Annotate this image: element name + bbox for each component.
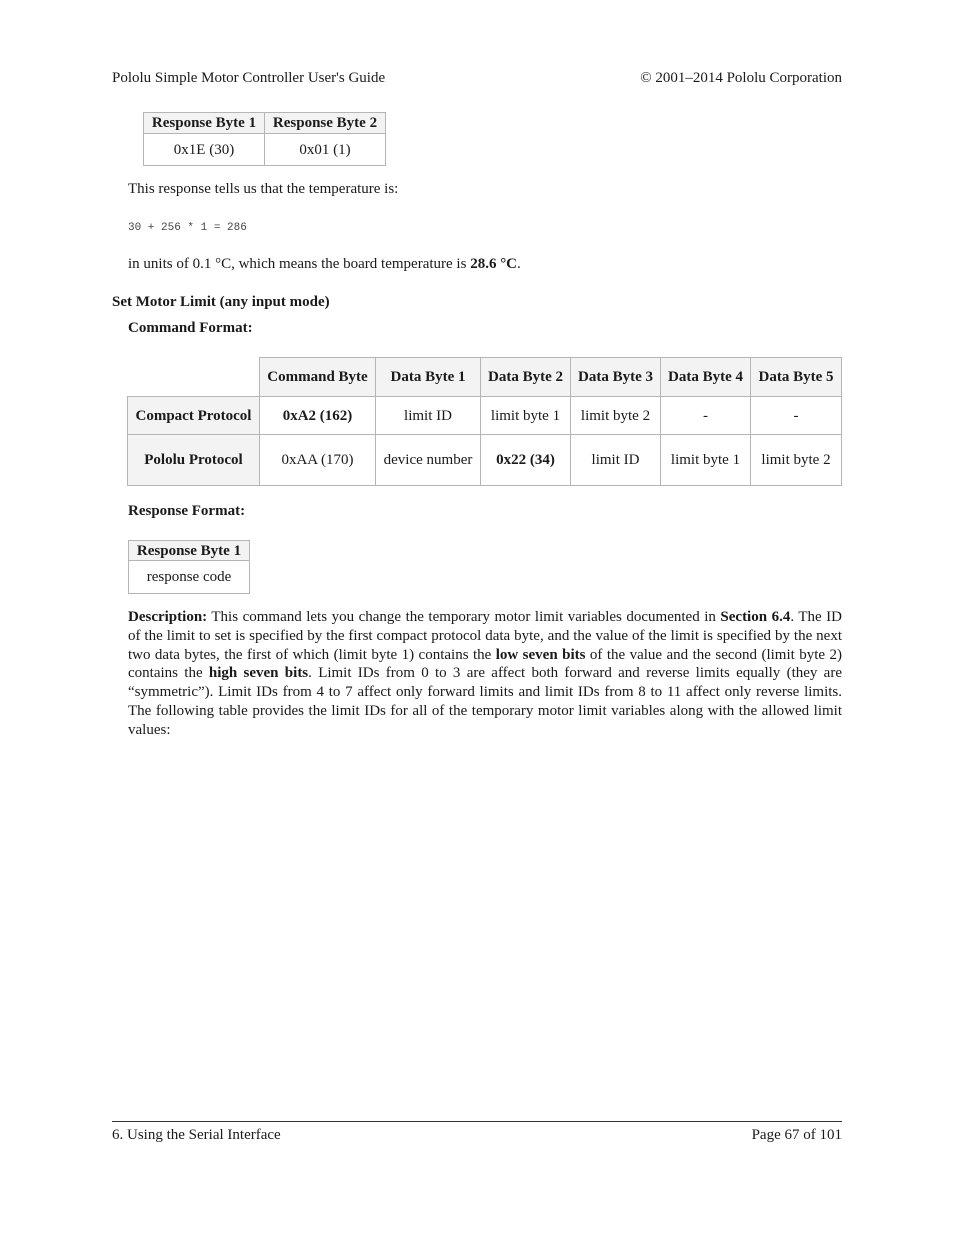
pololu-data-byte-4: limit byte 1: [661, 435, 751, 486]
response-byte-2-value: 0x01 (1): [265, 134, 386, 166]
response-byte-1-value: 0x1E (30): [144, 134, 265, 166]
compact-data-byte-4: -: [661, 397, 751, 435]
compact-data-byte-3: limit byte 2: [571, 397, 661, 435]
command-format-label: Command Format:: [128, 320, 253, 336]
pololu-command-byte: 0xAA (170): [260, 435, 376, 486]
pololu-data-byte-1: device number: [376, 435, 481, 486]
footer-page-number: Page 67 of 101: [751, 1127, 842, 1143]
description-text-2: . The ID of the limit to set is specified by the first compact protocol data byte, and the value of the limit is specified by the next two data bytes, the first of which (limit byte 1) contains the: [128, 609, 842, 663]
response-table-1: [143, 112, 386, 166]
command-table: [127, 357, 842, 486]
description-text-4: . Limit IDs from 0 to 3 are affect both forward and reverse limits equally (they are “symmetric”). Limit IDs from 4 to 7 affect only forward limits and limit IDs from 8 to 11 affect only reverse limits. The following table provides the limit IDs for all of the temporary motor limit variables along with the allowed limit values:: [128, 665, 842, 738]
data-byte-4-header: Data Byte 4: [661, 358, 751, 397]
response-format-label: Response Format:: [128, 503, 246, 519]
code-snippet: 30 + 256 * 1 = 286: [128, 222, 247, 234]
temperature-result: [128, 256, 521, 273]
temperature-result-text: in units of 0.1 °C, which means the board temperature is: [128, 256, 471, 272]
section-reference-link[interactable]: Section 6.4: [720, 609, 791, 625]
response-table-2: [128, 540, 250, 594]
response-byte-2-header: Response Byte 2: [265, 113, 386, 134]
response-byte-1-header: Response Byte 1: [129, 541, 250, 561]
compact-data-byte-1: limit ID: [376, 397, 481, 435]
pololu-protocol-label: Pololu Protocol: [128, 435, 260, 486]
compact-command-byte: 0xA2 (162): [260, 397, 376, 435]
pololu-data-byte-5: limit byte 2: [751, 435, 842, 486]
footer-chapter: 6. Using the Serial Interface: [112, 1127, 281, 1143]
table-row: [128, 397, 842, 435]
footer-divider: [112, 1121, 842, 1122]
pololu-data-byte-2: 0x22 (34): [481, 435, 571, 486]
temperature-result-end: .: [517, 256, 521, 272]
header-copyright: © 2001–2014 Pololu Corporation: [640, 70, 842, 86]
description-label: Description:: [128, 609, 208, 625]
pololu-data-byte-3: limit ID: [571, 435, 661, 486]
data-byte-5-header: Data Byte 5: [751, 358, 842, 397]
response-code-value: response code: [129, 561, 250, 594]
description-paragraph: [128, 608, 842, 740]
temperature-value: 28.6 °C: [470, 256, 518, 272]
data-byte-2-header: Data Byte 2: [481, 358, 571, 397]
description-bold-high-bits: high seven bits: [208, 665, 309, 682]
description-bold-low-bits: low seven bits: [495, 646, 586, 663]
response-byte-1-header: Response Byte 1: [144, 113, 265, 134]
compact-protocol-label: Compact Protocol: [128, 397, 260, 435]
data-byte-1-header: Data Byte 1: [376, 358, 481, 397]
description-text-1: This command lets you change the temporary motor limit variables documented in: [207, 609, 721, 625]
table-corner: [128, 358, 260, 397]
compact-data-byte-5: -: [751, 397, 842, 435]
table-row: [128, 435, 842, 486]
compact-data-byte-2: limit byte 1: [481, 397, 571, 435]
section-title: Set Motor Limit (any input mode): [112, 294, 330, 310]
temperature-intro: This response tells us that the temperature is:: [128, 181, 399, 197]
command-byte-header: Command Byte: [260, 358, 376, 397]
description-text-3: of the value and the second (limit byte 2) contains the: [128, 646, 842, 682]
header-title: Pololu Simple Motor Controller User's Guide: [112, 70, 386, 86]
data-byte-3-header: Data Byte 3: [571, 358, 661, 397]
